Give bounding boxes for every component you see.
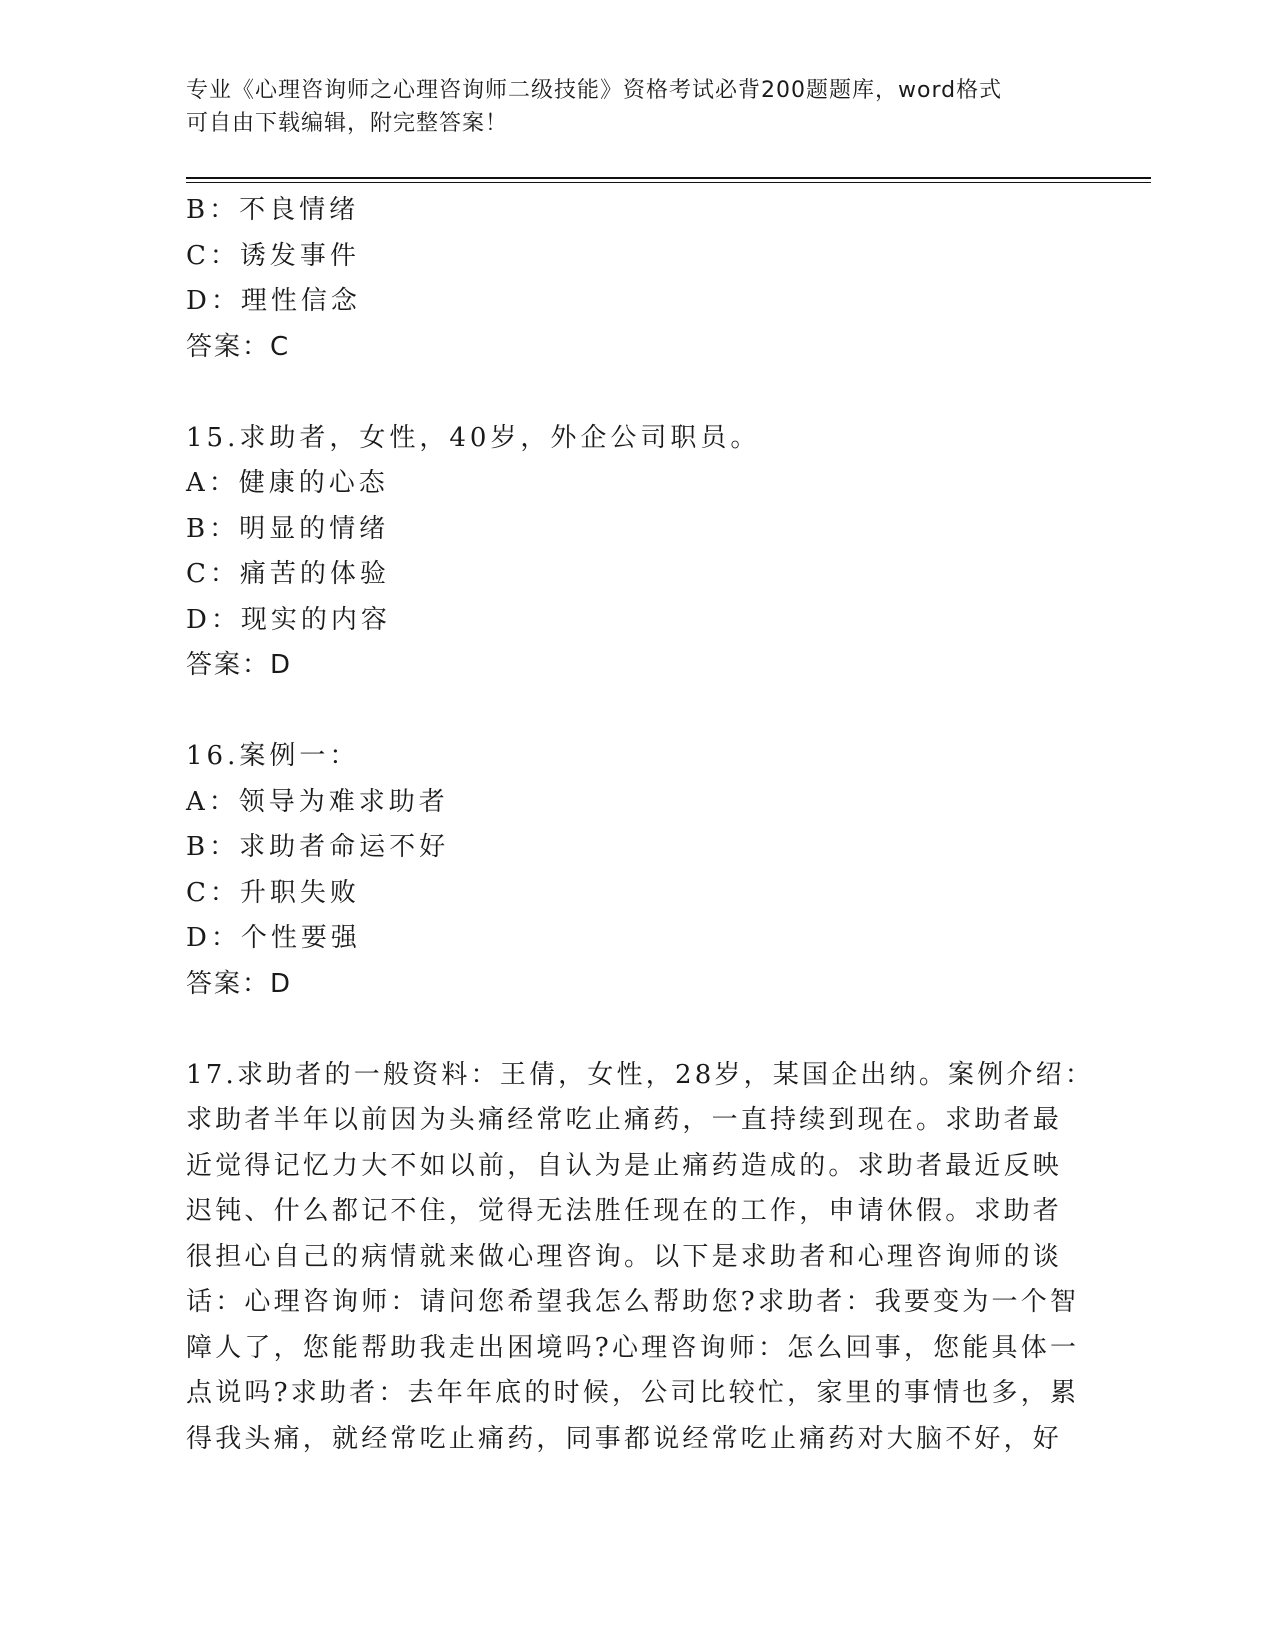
header-line-2: 可自由下载编辑，附完整答案！ [186, 111, 509, 136]
question-15-block [186, 416, 1086, 689]
header-rule-thick [186, 177, 1151, 179]
question-17-block [186, 1053, 1095, 1463]
option-c: C：升职失败 [186, 877, 360, 908]
option-d: D：现实的内容 [186, 604, 391, 635]
spacer [186, 1007, 1086, 1053]
option-a: A：领导为难求助者 [186, 786, 449, 817]
option-b: B：不良情绪 [186, 195, 360, 225]
paragraph-line: 近觉得记忆力大不如以前，自认为是止痛药造成的。求助者最近反映 [186, 1150, 1063, 1181]
header-line-1: 专业《心理咨询师之心理咨询师二级技能》资格考试必背200题题库，word格式 [186, 78, 1003, 103]
answer-line: 答案：D [186, 650, 293, 680]
option-d: D：理性信念 [186, 286, 361, 316]
paragraph-line: 点说吗?求助者：去年年底的时候，公司比较忙，家里的事情也多，累 [186, 1378, 1080, 1408]
answer-line: 答案：D [186, 968, 293, 999]
paragraph-line: 求助者半年以前因为头痛经常吃止痛药，一直持续到现在。求助者最 [186, 1105, 1063, 1135]
paragraph-line: 话：心理咨询师：请问您希望我怎么帮助您?求助者：我要变为一个智 [186, 1287, 1080, 1317]
paragraph-line: 障人了，您能帮助我走出困境吗?心理咨询师：怎么回事，您能具体一 [186, 1332, 1080, 1363]
option-c: C：诱发事件 [186, 240, 360, 271]
paragraph-line: 得我头痛，就经常吃止痛药，同事都说经常吃止痛药对大脑不好，好 [186, 1423, 1063, 1454]
question-16-block [186, 734, 1086, 1007]
spacer [186, 689, 1086, 735]
header-rule-thin [186, 182, 1151, 183]
option-b: B：求助者命运不好 [186, 832, 450, 862]
option-a: A：健康的心态 [186, 468, 389, 498]
option-d: D：个性要强 [186, 923, 361, 953]
paragraph-line: 迟钝、什么都记不住，觉得无法胜任现在的工作，申请休假。求助者 [186, 1196, 1063, 1226]
document-header [186, 74, 1066, 140]
option-b: B：明显的情绪 [186, 513, 390, 544]
question-14-block [186, 188, 1086, 370]
answer-line: 答案：C [186, 331, 291, 362]
document-body [186, 188, 1095, 1462]
question-text: 16.案例一： [186, 741, 360, 771]
paragraph-line: 17.求助者的一般资料：王倩，女性，28岁，某国企出纳。案例介绍： [186, 1059, 1095, 1090]
question-text: 15.求助者，女性，40岁，外企公司职员。 [186, 422, 761, 453]
spacer [186, 370, 1086, 416]
option-c: C：痛苦的体验 [186, 559, 390, 589]
paragraph-line: 很担心自己的病情就来做心理咨询。以下是求助者和心理咨询师的谈 [186, 1241, 1063, 1272]
